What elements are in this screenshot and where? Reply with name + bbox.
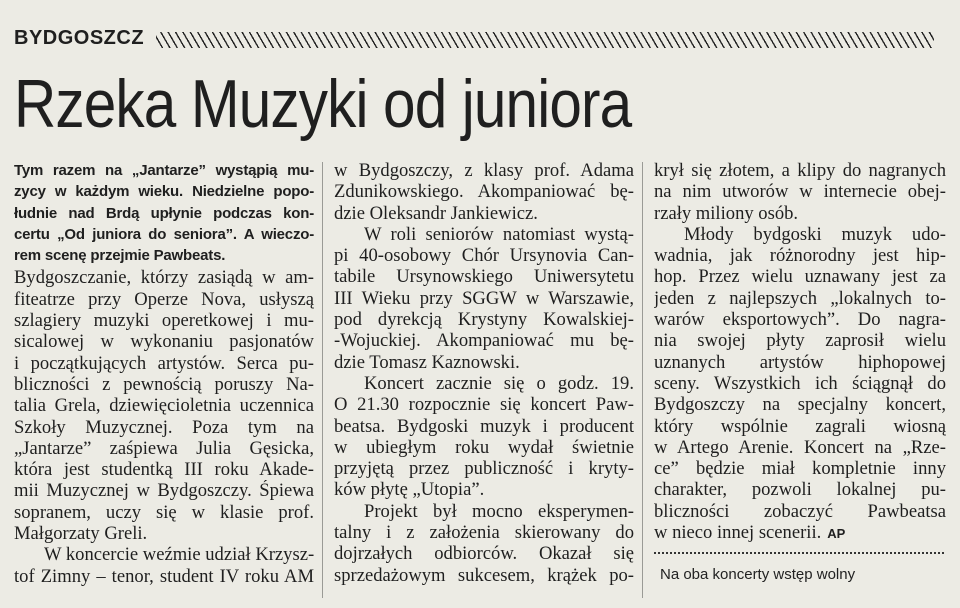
column-divider bbox=[322, 162, 323, 598]
lead-line: zycy w każdym wieku. Niedzielne popo- bbox=[14, 183, 314, 201]
body-line: nia swojej płyty zaprosił wielu bbox=[654, 330, 946, 352]
body-line: sopranem, uczy się w klasie prof. bbox=[14, 501, 314, 523]
body-line: III Wieku przy SGGW w Warszawie, bbox=[334, 287, 634, 309]
body-line: talia Grela, dziewięcioletnia uczennica bbox=[14, 395, 314, 417]
body-line: tof Zimny – tenor, student IV roku AM bbox=[14, 565, 314, 587]
body-line: który wspólnie zagrali wiosną bbox=[654, 415, 946, 437]
article-column-1 bbox=[14, 160, 314, 587]
body-line: w Bydgoszczy, z klasy prof. Adama bbox=[334, 160, 634, 181]
body-line: Młody bydgoski muzyk udo- bbox=[684, 223, 946, 245]
body-line: Małgorzaty Greli. bbox=[14, 523, 148, 545]
body-line: Koncert zacznie się o godz. 19. bbox=[364, 372, 634, 394]
body-line: na nim utworów w internecie obej- bbox=[654, 181, 946, 203]
headline: Rzeka Muzyki od juniora bbox=[14, 66, 632, 142]
body-line: w Artego Arenie. Koncert na „Rze- bbox=[654, 436, 946, 458]
body-line: w nieco innej scenerii. bbox=[654, 522, 822, 544]
body-line: Bydgoszczy na specjalny koncert, bbox=[654, 394, 946, 416]
body-line: sceny. Wszystkich ich ściągnął do bbox=[654, 372, 946, 394]
body-line: pod dyrekcją Krystyny Kowalskiej- bbox=[334, 309, 634, 331]
body-line: sicalowej w wykonaniu pasjonatów bbox=[14, 331, 314, 353]
body-line: Szkoły Muzycznej. Poza tym na bbox=[14, 416, 314, 438]
body-line: przyjętą przez publiczność i kryty- bbox=[334, 458, 634, 480]
body-line: talny i z założenia skierowany do bbox=[334, 522, 634, 544]
lead-line: rem scenę przejmie Pawbeats. bbox=[14, 247, 226, 265]
body-line: uznanych artystów hiphopowej bbox=[654, 351, 946, 373]
body-line: hop. Przez wielu uznawany jest za bbox=[654, 266, 946, 288]
body-line: W roli seniorów natomiast wystą- bbox=[364, 223, 634, 245]
lead-line: Tym razem na „Jantarze” wystąpią mu- bbox=[14, 162, 314, 179]
body-line: krył się złotem, a klipy do nagranych bbox=[654, 160, 946, 181]
body-line: dzie Oleksandr Jankiewicz. bbox=[334, 202, 538, 224]
body-line: bliczności z pewnością poruszy Na- bbox=[14, 373, 314, 395]
lead-line: łudnie nad Brdą upłynie podczas kon- bbox=[14, 204, 314, 222]
body-line: sprzedażowym sukcesem, krążek po- bbox=[334, 564, 634, 586]
section-header bbox=[14, 24, 934, 54]
body-line: Zdunikowskiego. Akompaniować bę- bbox=[334, 181, 634, 203]
body-line: charakter, pozwoli lokalnej pu- bbox=[654, 479, 946, 501]
column-divider bbox=[642, 162, 643, 598]
footer-divider bbox=[654, 552, 944, 554]
body-line-with-author bbox=[654, 522, 946, 544]
body-line: tabile Ursynowskiego Uniwersytetu bbox=[334, 266, 634, 288]
body-line: szlagiery muzyki operetkowej i mu- bbox=[14, 310, 314, 332]
body-line: -Wojuckiej. Akompaniować mu bę- bbox=[334, 330, 634, 352]
body-line: pi 40-osobowy Chór Ursynovia Can- bbox=[334, 245, 634, 267]
article-column-2 bbox=[334, 160, 634, 586]
body-line: ków płytę „Utopia”. bbox=[334, 479, 485, 501]
body-line: O 21.30 rozpocznie się koncert Paw- bbox=[334, 394, 634, 416]
body-line: dzie Tomasz Kaznowski. bbox=[334, 351, 520, 373]
section-hatch-rule bbox=[156, 32, 934, 48]
body-line: ce” będzie miał kompletnie inny bbox=[654, 458, 946, 480]
body-line: beatsa. Bydgoski muzyk i producent bbox=[334, 415, 634, 437]
body-line: bliczności zobaczyć Pawbeatsa bbox=[654, 500, 946, 522]
body-line: warów eksportowych”. Do nagra- bbox=[654, 309, 946, 331]
body-line: która jest studentką III roku Akade- bbox=[14, 459, 314, 481]
body-line: mii Muzycznej w Bydgoszczy. Śpiewa bbox=[14, 480, 314, 502]
article-lead bbox=[14, 160, 314, 266]
body-line: wadnia, jak różnorodny jest hip- bbox=[654, 245, 946, 267]
body-line: i początkujących artystów. Serca pu- bbox=[14, 352, 314, 374]
footer-note: Na oba koncerty wstęp wolny bbox=[660, 566, 856, 583]
article-column-3 bbox=[654, 160, 946, 544]
body-line: W koncercie weźmie udział Krzysz- bbox=[44, 544, 314, 566]
body-line: „Jantarze” zaśpiewa Julia Gęsicka, bbox=[14, 437, 314, 459]
body-line: jeden z najlepszych „lokalnych to- bbox=[654, 287, 946, 309]
lead-line: certu „Od juniora do seniora”. A wieczo- bbox=[14, 225, 314, 243]
body-line: Bydgoszczanie, którzy zasiądą w am- bbox=[14, 267, 314, 289]
author-initials: AP bbox=[827, 526, 846, 542]
section-label: BYDGOSZCZ bbox=[14, 27, 145, 49]
body-line: Projekt był mocno eksperymen- bbox=[364, 500, 634, 522]
body-line: dojrzałych odbiorców. Okazał się bbox=[334, 543, 634, 565]
body-line: w ubiegłym roku wydał świetnie bbox=[334, 436, 634, 458]
body-line: rzały miliony osób. bbox=[654, 202, 799, 224]
body-line: fiteatrze przy Operze Nova, usłyszą bbox=[14, 288, 314, 310]
